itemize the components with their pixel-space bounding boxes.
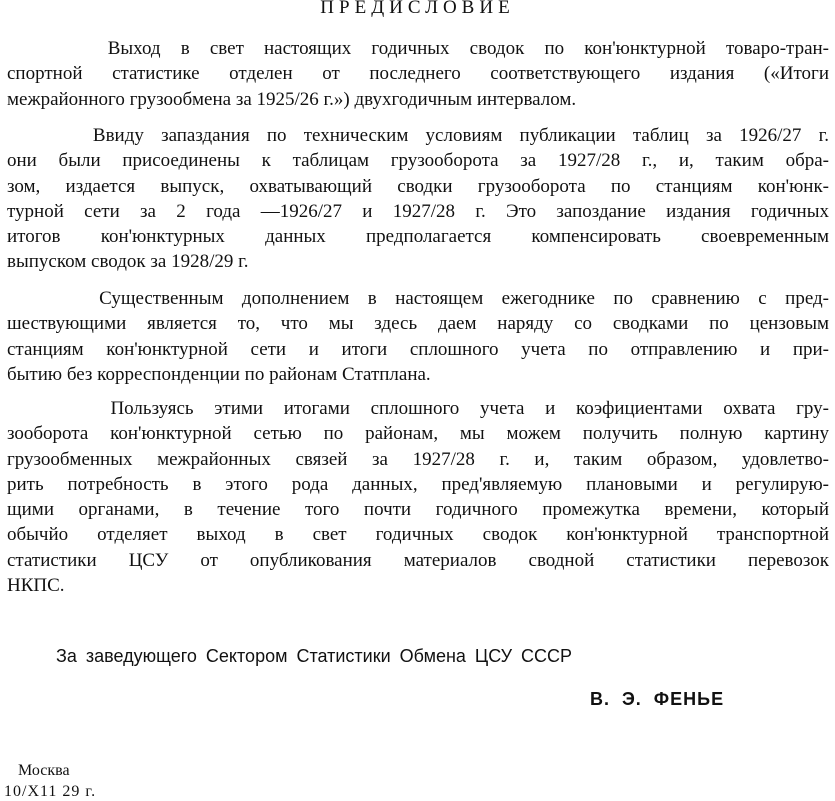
paragraph-line: статистики ЦСУ от опубликования материалов сводной статистики перевозок bbox=[7, 549, 829, 571]
paragraph-line: спортной статистике отделен от последнего соответствующего издания («Итоги bbox=[7, 63, 829, 85]
paragraph-line: шествующими является то, что мы здесь даем наряду со сводками по цензовым bbox=[7, 313, 829, 335]
paragraph-line: обычйо отделяет выход в свет годичных сводок кон'юнктурной транспортной bbox=[7, 524, 829, 546]
paragraph-line: НКПС. bbox=[7, 575, 65, 597]
place-of-publication: Москва bbox=[18, 762, 70, 779]
paragraph-line: Пользуясь этими итогами сплошного учета и коэфициентами охвата гру- bbox=[7, 398, 829, 419]
paragraph-1 bbox=[7, 36, 829, 112]
paragraph-2 bbox=[7, 123, 829, 275]
paragraph-line: зооборота кон'юнктурной сетью по районам, мы можем получить полную картину bbox=[7, 423, 829, 445]
paragraph-line: Существенным дополнением в настоящем ежегоднике по сравнению с пред- bbox=[7, 288, 829, 309]
signature-title: За заведующего Сектором Статистики Обмена ЦСУ СССР bbox=[56, 646, 573, 666]
signature-name: В. Э. ФЕНЬЕ bbox=[590, 689, 725, 709]
paragraph-line: рить потребность в этого рода данных, пред'являемую плановыми и регулирую- bbox=[7, 473, 829, 495]
paragraph-4 bbox=[7, 396, 829, 598]
paragraph-line: Ввиду запаздания по техническим условиям публикации таблиц за 1926/27 г. bbox=[7, 125, 829, 146]
paragraph-line: станциям кон'юнктурной сети и итоги сплошного учета по отправлению и при- bbox=[7, 338, 829, 360]
paragraph-line: Выход в свет настоящих годичных сводок по кон'юнктурной товаро-тран- bbox=[7, 38, 829, 59]
paragraph-line: грузообменных межрайонных связей за 1927/28 г. и, таким образом, удовлетво- bbox=[7, 448, 829, 470]
paragraph-line: зом, издается выпуск, охватывающий сводки грузооборота по станциям кон'юнк- bbox=[7, 175, 829, 197]
paragraph-3 bbox=[7, 286, 829, 387]
paragraph-line: они были присоединены к таблицам грузооборота за 1927/28 г., и, таким обра- bbox=[7, 150, 829, 172]
paragraph-line: щими органами, в течение того почти годичного промежутка времени, который bbox=[7, 499, 829, 521]
paragraph-line: бытию без корреспонденции по районам Статплана. bbox=[7, 363, 431, 385]
page-title: ПРЕДИСЛОВИЕ bbox=[320, 0, 515, 18]
paragraph-line: межрайонного грузообмена за 1925/26 г.») двухгодичным интервалом. bbox=[7, 88, 577, 110]
paragraph-line: выпуском сводок за 1928/29 г. bbox=[7, 251, 249, 273]
paragraph-line: итогов кон'юнктурных данных предполагается компенсировать своевременным bbox=[7, 226, 829, 248]
publication-date: 10/X11 29 г. bbox=[4, 783, 97, 800]
paragraph-line: турной сети за 2 года —1926/27 и 1927/28 г. Это запоздание издания годичных bbox=[7, 200, 829, 222]
